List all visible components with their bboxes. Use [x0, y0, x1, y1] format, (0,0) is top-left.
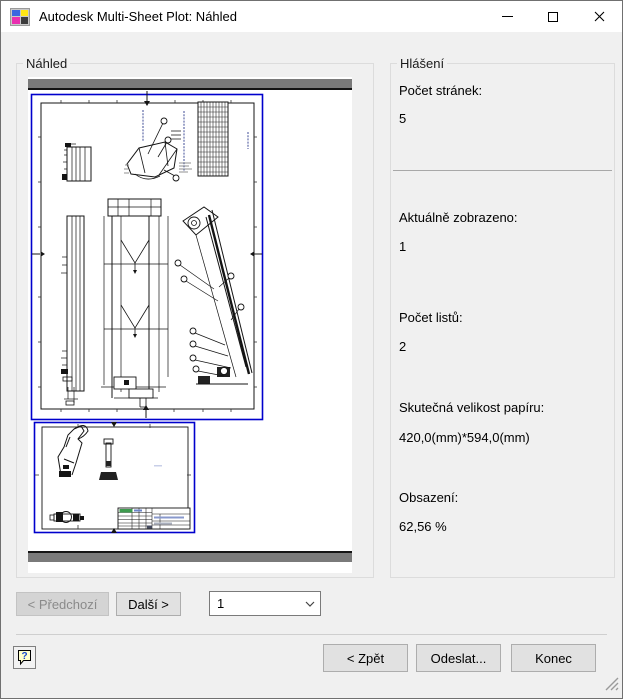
footer-separator — [16, 634, 607, 635]
previous-page-button[interactable]: < Předchozí — [16, 592, 109, 616]
report-group-label: Hlášení — [397, 56, 447, 71]
finish-button[interactable]: Konec — [511, 644, 596, 672]
close-button[interactable] — [576, 1, 622, 32]
report-separator — [393, 170, 612, 171]
page-select-value: 1 — [217, 596, 225, 611]
help-button[interactable] — [13, 646, 36, 669]
plot-preview-drawing — [28, 77, 352, 573]
minimize-icon — [502, 16, 513, 17]
window-title: Autodesk Multi-Sheet Plot: Náhled — [39, 9, 237, 24]
app-cmyk-icon — [10, 8, 30, 26]
next-page-button[interactable]: Další > — [116, 592, 181, 616]
send-button[interactable]: Odeslat... — [416, 644, 501, 672]
resize-grip-icon — [604, 676, 619, 691]
chevron-down-icon — [300, 601, 320, 607]
preview-group — [16, 56, 374, 578]
titlebar — [1, 1, 622, 32]
paper-size-label: Skutečná velikost papíru: — [399, 400, 545, 415]
preview-group-label: Náhled — [23, 56, 70, 71]
svg-text:?: ? — [21, 651, 28, 662]
minimize-button[interactable] — [484, 1, 530, 32]
maximize-icon — [548, 12, 558, 22]
page-select-dropdown[interactable] — [209, 591, 321, 616]
pages-count-value: 5 — [399, 111, 407, 126]
maximize-button[interactable] — [530, 1, 576, 32]
current-shown-value: 1 — [399, 239, 407, 254]
current-shown-label: Aktuálně zobrazeno: — [399, 210, 518, 225]
back-button[interactable]: < Zpět — [323, 644, 408, 672]
sheets-count-label: Počet listů: — [399, 310, 463, 325]
occupancy-label: Obsazení: — [399, 490, 459, 505]
occupancy-value: 62,56 % — [399, 519, 447, 534]
pages-count-label: Počet stránek: — [399, 83, 483, 98]
report-group — [390, 56, 615, 578]
sheets-count-value: 2 — [399, 339, 407, 354]
paper-size-value: 420,0(mm)*594,0(mm) — [399, 430, 530, 445]
plot-preview-canvas — [28, 77, 352, 573]
help-icon — [17, 649, 32, 666]
resize-grip[interactable] — [604, 676, 619, 696]
close-icon — [594, 11, 605, 22]
